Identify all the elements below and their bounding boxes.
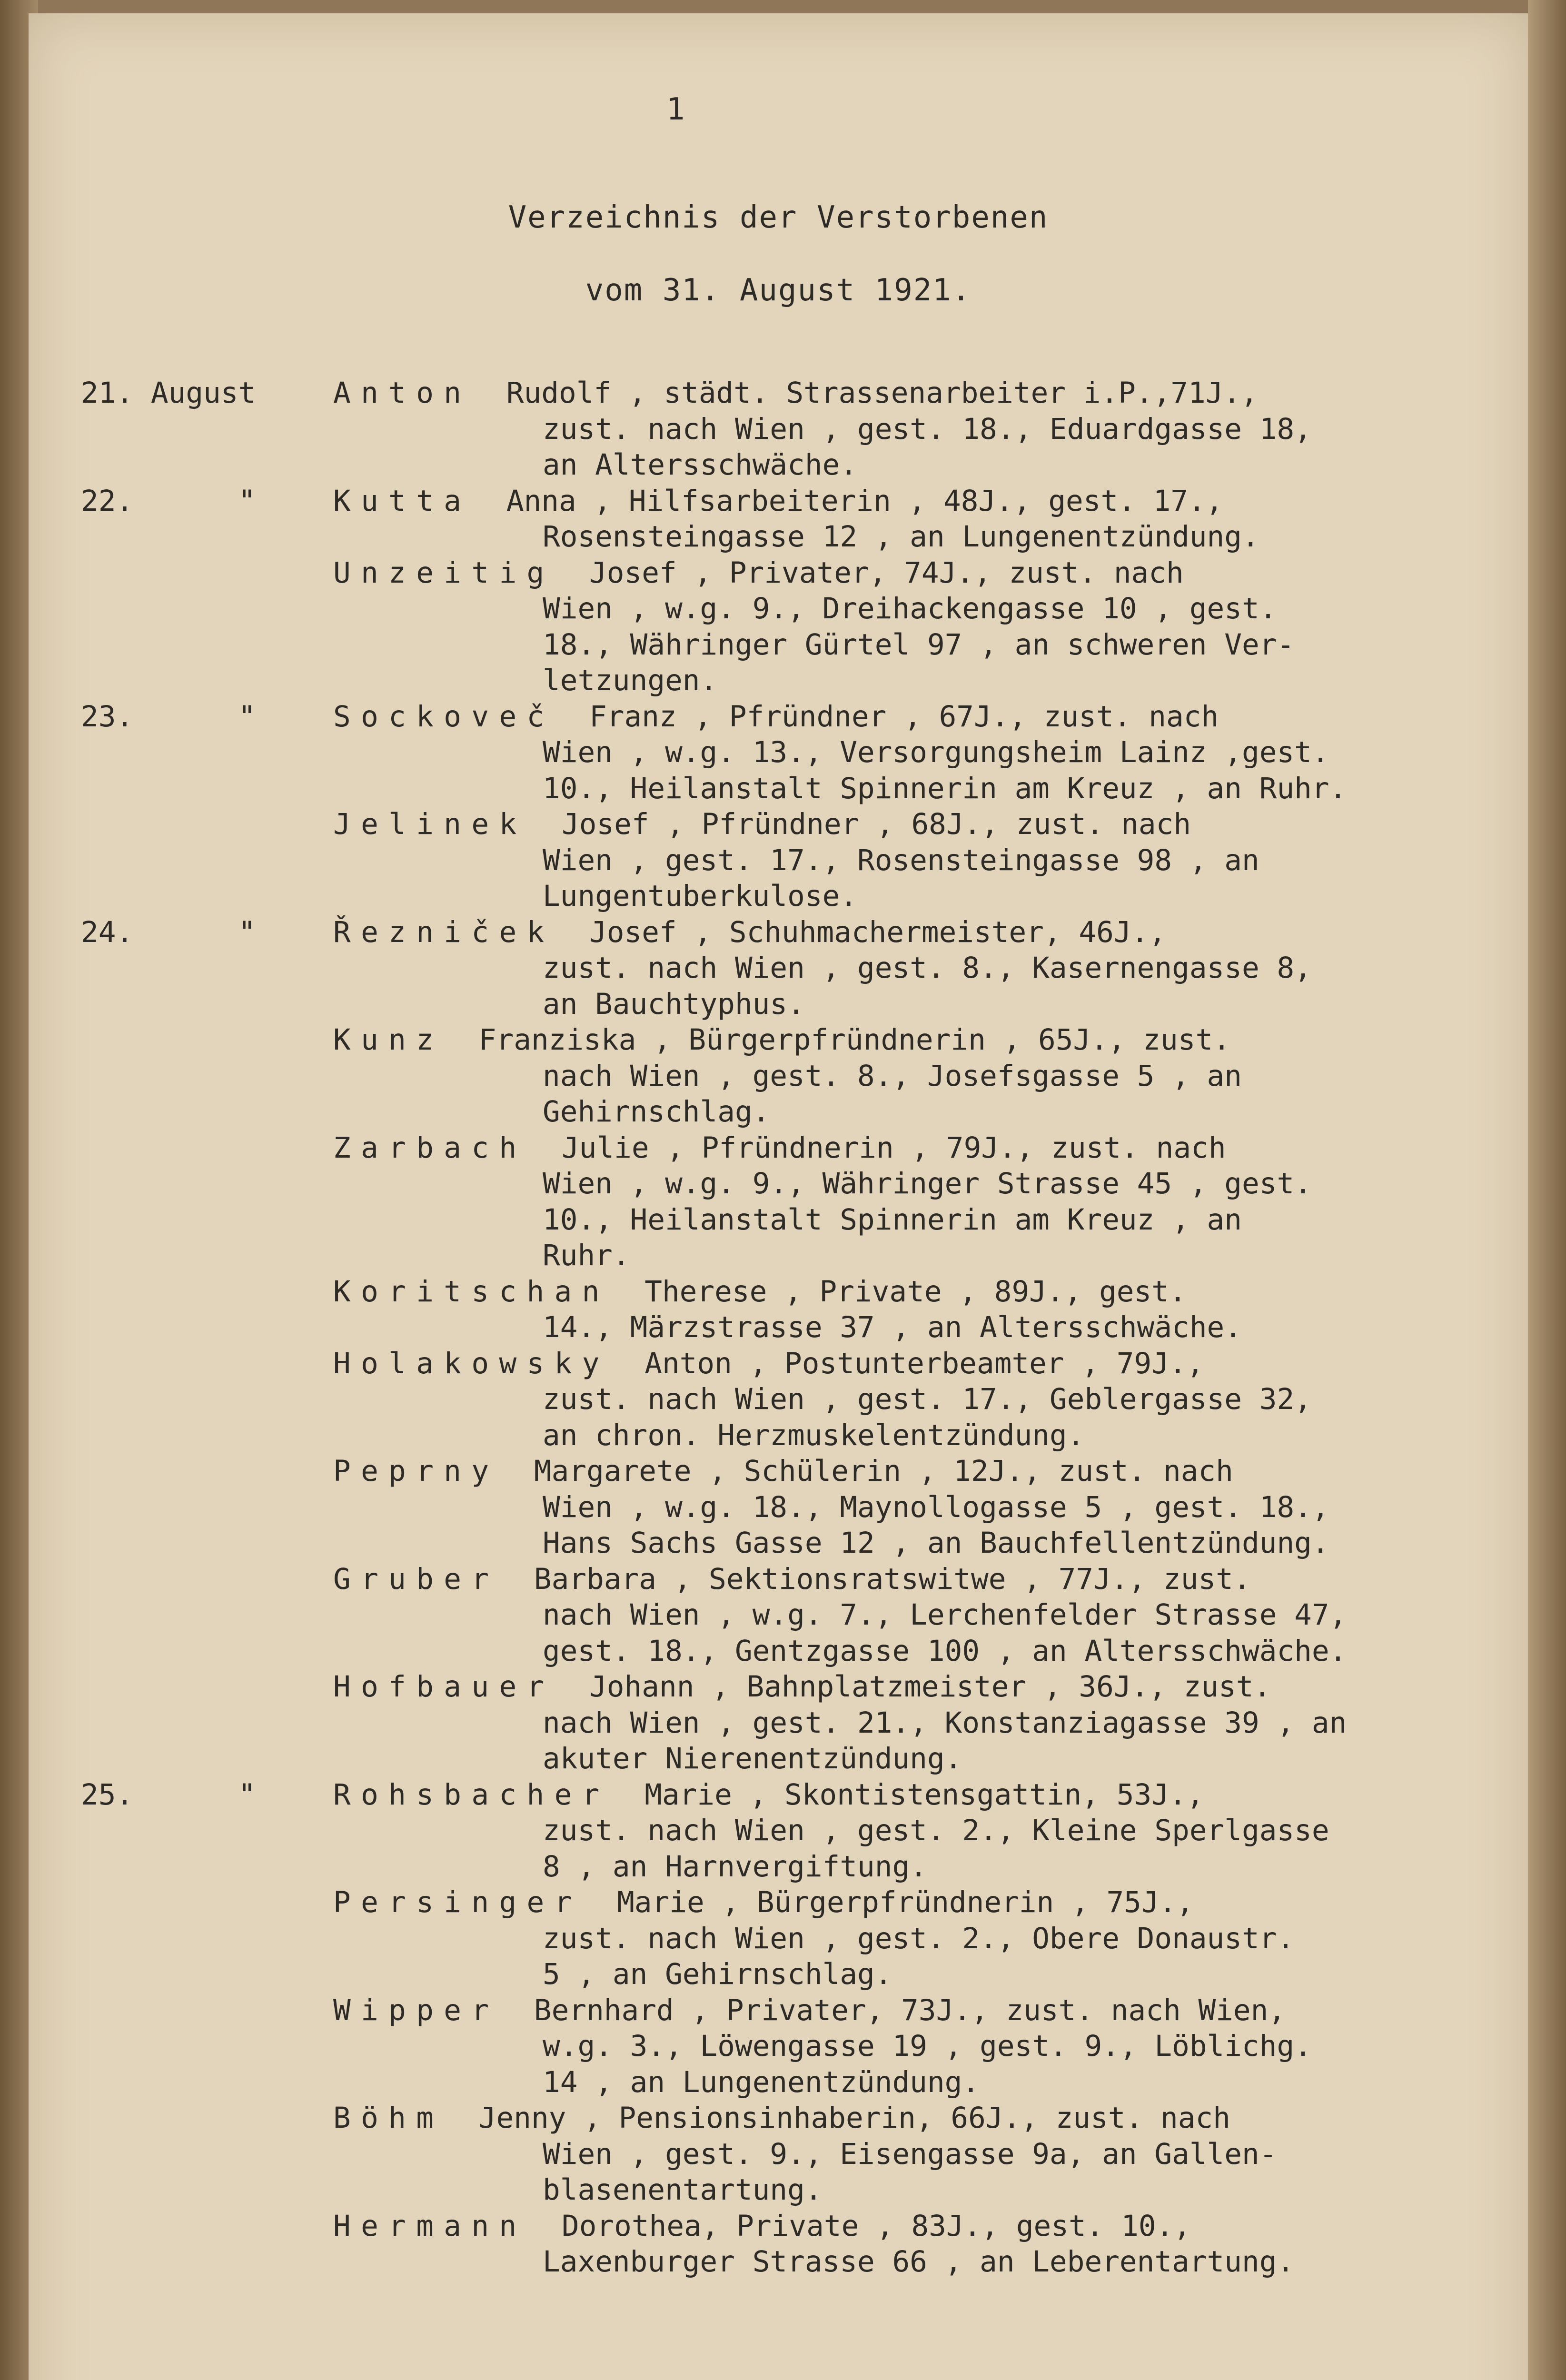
entry-text-line: Franziska , Bürgerpfründnerin , 65J., zust.: [478, 1023, 1230, 1057]
entry-text-line: letzungen.: [543, 664, 718, 697]
register-entry: [29, 1669, 1528, 1777]
entry-text-line: an Altersschwäche.: [543, 448, 858, 482]
entry-text-line: Franz , Pfründner , 67J., zust. nach: [589, 699, 1219, 734]
entry-text-line: Anna , Hilfsarbeiterin , 48J., gest. 17.,: [506, 484, 1223, 518]
entry-text-line: Jenny , Pensionsinhaberin, 66J., zust. nach: [478, 2101, 1230, 2135]
entry-date: 23. ": [81, 699, 256, 734]
entry-text-line: Julie , Pfründnerin , 79J., zust. nach: [561, 1130, 1226, 1165]
entry-surname: Kutta: [333, 484, 472, 518]
entry-surname: Kunz: [333, 1023, 444, 1057]
entry-surname: Holakowsky: [333, 1346, 610, 1380]
entry-text-line: Dorothea, Private , 83J., gest. 10.,: [561, 2209, 1191, 2243]
entry-text-line: 10., Heilanstalt Spinnerin am Kreuz , an: [543, 1202, 1242, 1237]
entry-surname: Rohsbacher: [333, 1777, 610, 1812]
entry-text-line: Josef , Pfründner , 68J., zust. nach: [561, 807, 1191, 841]
page-stack-edge: [1528, 0, 1566, 2380]
entry-surname: Hermann: [333, 2209, 527, 2243]
entry-text-line: Wien , w.g. 9., Dreihackengasse 10 , gest.: [543, 592, 1277, 625]
register-entry: [29, 1022, 1528, 1130]
entry-text-line: Lungentuberkulose.: [543, 879, 858, 913]
entry-text-line: w.g. 3., Löwengasse 19 , gest. 9., Löblichg.: [543, 2029, 1312, 2063]
entry-text-line: Johann , Bahnplatzmeister , 36J., zust.: [589, 1670, 1271, 1704]
register-entry: [29, 1130, 1528, 1274]
entry-surname: Koritschan: [333, 1274, 610, 1309]
register-entry: [29, 2208, 1528, 2280]
document-title: Verzeichnis der Verstorbenen: [508, 200, 1049, 235]
entry-text-line: Wien , gest. 17., Rosensteingasse 98 , an: [543, 843, 1259, 877]
entry-text-line: nach Wien , gest. 8., Josefsgasse 5 , an: [543, 1059, 1242, 1093]
entry-text-line: 8 , an Harnvergiftung.: [543, 1849, 927, 1884]
entry-text-line: 14 , an Lungenentzündung.: [543, 2065, 980, 2099]
entry-text-line: 18., Währinger Gürtel 97 , an schweren Ver-: [543, 627, 1295, 662]
entry-surname: Sockoveč: [333, 699, 555, 734]
entry-surname: Böhm: [333, 2101, 444, 2135]
entry-text-line: zust. nach Wien , gest. 8., Kasernengasse 8,: [543, 951, 1312, 985]
entry-surname: Persinger: [333, 1885, 582, 1919]
register-entry: [29, 1884, 1528, 1993]
entry-text-line: Rosensteingasse 12 , an Lungenentzündung.: [543, 520, 1259, 554]
entry-surname: Unzeitig: [333, 555, 555, 590]
entry-text-line: gest. 18., Gentzgasse 100 , an Altersschwäche.: [543, 1634, 1347, 1668]
entry-text-line: zust. nach Wien , gest. 2., Obere Donaustr.: [543, 1921, 1295, 1955]
entry-text-line: Barbara , Sektionsratswitwe , 77J., zust.: [534, 1562, 1251, 1596]
entry-text-line: Wien , w.g. 9., Währinger Strasse 45 , gest.: [543, 1167, 1312, 1200]
entry-text-line: nach Wien , w.g. 7., Lerchenfelder Strasse 47,: [543, 1598, 1347, 1632]
document-page: [29, 13, 1528, 2380]
death-register-list: [29, 375, 1528, 2280]
register-entry: [29, 914, 1528, 1022]
entry-text-line: 10., Heilanstalt Spinnerin am Kreuz , an Ruhr.: [543, 771, 1347, 805]
register-entry: [29, 1993, 1528, 2101]
entry-text-line: Wien , w.g. 18., Maynollogasse 5 , gest. 18.,: [543, 1490, 1329, 1524]
entry-surname: Hofbauer: [333, 1670, 555, 1704]
entry-text-line: Hans Sachs Gasse 12 , an Bauchfellentzündung.: [543, 1526, 1329, 1560]
entry-text-line: zust. nach Wien , gest. 2., Kleine Sperlgasse: [543, 1814, 1329, 1847]
entry-text-line: 5 , an Gehirnschlag.: [543, 1957, 892, 1991]
entry-text-line: zust. nach Wien , gest. 18., Eduardgasse 18,: [543, 412, 1312, 446]
entry-text-line: an chron. Herzmuskelentzündung.: [543, 1418, 1085, 1452]
entry-text-line: Bernhard , Privater, 73J., zust. nach Wien,: [534, 1993, 1286, 2027]
entry-text-line: Anton , Postunterbeamter , 79J.,: [644, 1346, 1204, 1380]
register-entry: [29, 806, 1528, 914]
entry-text-line: Wien , gest. 9., Eisengasse 9a, an Gallen-: [543, 2137, 1277, 2171]
entry-surname: Peprny: [333, 1454, 499, 1488]
entry-text-line: blasenentartung.: [543, 2173, 823, 2207]
register-entry: [29, 1346, 1528, 1454]
entry-text-line: Marie , Skontistensgattin, 53J.,: [644, 1777, 1204, 1812]
register-entry: [29, 699, 1528, 807]
entry-text-line: Laxenburger Strasse 66 , an Leberentartung.: [543, 2245, 1295, 2279]
page-number: 1: [666, 92, 685, 127]
entry-text-line: an Bauchtyphus.: [543, 987, 805, 1021]
register-entry: [29, 483, 1528, 555]
register-entry: [29, 1777, 1528, 1885]
entry-text-line: 14., Märzstrasse 37 , an Altersschwäche.: [543, 1310, 1242, 1344]
entry-text-line: Margarete , Schülerin , 12J., zust. nach: [534, 1454, 1233, 1488]
entry-surname: Wipper: [333, 1993, 499, 2027]
register-entry: [29, 375, 1528, 483]
entry-surname: Zarbach: [333, 1130, 527, 1165]
entry-text-line: Rudolf , städt. Strassenarbeiter i.P.,71J.,: [506, 376, 1259, 410]
entry-date: 22. ": [81, 484, 256, 518]
register-entry: [29, 555, 1528, 699]
document-subtitle: vom 31. August 1921.: [585, 273, 971, 308]
entry-text-line: Therese , Private , 89J., gest.: [644, 1274, 1187, 1309]
entry-text-line: Ruhr.: [543, 1239, 630, 1272]
entry-date: 21. August: [81, 376, 256, 410]
entry-text-line: Josef , Schuhmachermeister, 46J.,: [589, 915, 1166, 949]
entry-text-line: Marie , Bürgerpfründnerin , 75J.,: [617, 1885, 1194, 1919]
entry-surname: Řezniček: [333, 915, 555, 949]
entry-surname: Gruber: [333, 1562, 499, 1596]
entry-text-line: zust. nach Wien , gest. 17., Geblergasse 32,: [543, 1382, 1312, 1416]
entry-text-line: akuter Nierenentzündung.: [543, 1742, 962, 1775]
entry-date: 25. ": [81, 1777, 256, 1812]
register-entry: [29, 1561, 1528, 1669]
entry-date: 24. ": [81, 915, 256, 949]
register-entry: [29, 1453, 1528, 1561]
entry-text-line: Wien , w.g. 13., Versorgungsheim Lainz ,gest.: [543, 735, 1329, 769]
register-entry: [29, 1274, 1528, 1346]
entry-text-line: nach Wien , gest. 21., Konstanziagasse 39 , an: [543, 1706, 1347, 1740]
register-entry: [29, 2100, 1528, 2208]
entry-surname: Anton: [333, 376, 472, 410]
entry-text-line: Gehirnschlag.: [543, 1095, 770, 1129]
entry-text-line: Josef , Privater, 74J., zust. nach: [589, 555, 1184, 590]
entry-surname: Jelinek: [333, 807, 527, 841]
